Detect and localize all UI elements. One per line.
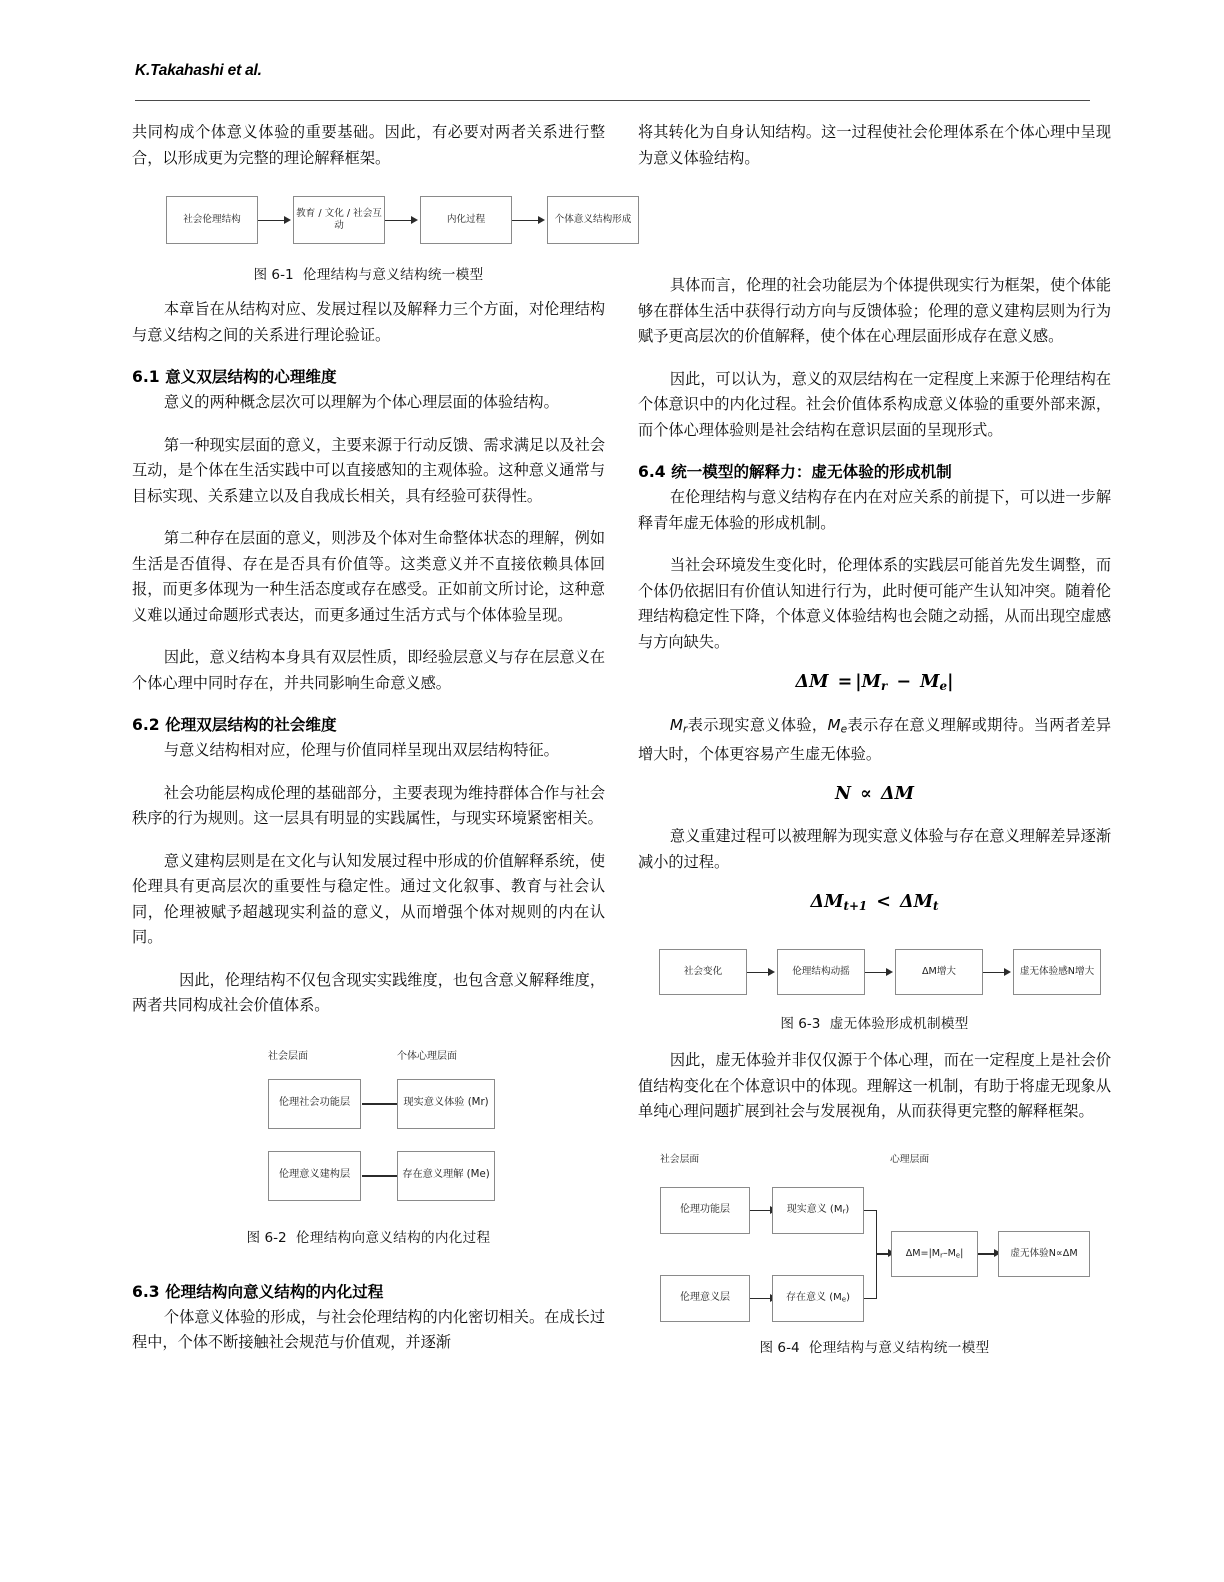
paragraph-6-1-3: 第二种存在层面的意义，则涉及个体对生命整体状态的理解，例如生活是否值得、存在是否具有价值等。这类意义并不直接依赖具体回报，而更多体现为一种生活态度或存在感受。正如前文所讨论，这种意义难以通过命题形式表达，而更多通过生活方式与个体体验呈现。 <box>132 529 605 624</box>
fig63-box-3-label: ΔM增大 <box>921 966 957 978</box>
fig63-box-4 <box>1013 949 1101 995</box>
fig63-box-2 <box>777 949 865 995</box>
fig64-label-social: 社会层面 <box>660 1153 700 1165</box>
fig63-arrow-2-head <box>886 968 893 976</box>
figure-6-3-title: 虚无体验形成机制模型 <box>829 1016 969 1033</box>
fig64-box-delta-m <box>891 1231 978 1277</box>
figure-6-2-caption <box>132 1226 605 1246</box>
formula-1-var2: M <box>920 672 940 692</box>
formula-3-rhs: ΔM <box>900 892 933 913</box>
paragraph-formula-legend <box>638 713 1111 767</box>
fig61-box-1-label: 社会伦理结构 <box>183 214 241 225</box>
legend-var-me: $M_e$ <box>827 715 848 736</box>
section-6-2-title: 伦理双层结构的社会维度 <box>165 716 337 734</box>
formula-1-var2-sub: e <box>939 678 948 693</box>
section-heading-6-2 <box>132 713 605 737</box>
legend-var-me-sub: e <box>840 722 848 736</box>
figure-6-4-caption <box>638 1336 1111 1356</box>
fig61-box-3 <box>420 196 512 244</box>
fig64-box-nihil-result <box>998 1231 1090 1277</box>
fig64-arrow-2-line <box>750 1298 772 1299</box>
formula-1-minus: − <box>896 672 912 692</box>
section-6-4-number: 6.4 <box>638 463 666 481</box>
formula-3-lhs-sub: t+1 <box>843 899 868 914</box>
header-rule <box>135 100 1090 101</box>
section-heading-6-3 <box>132 1280 605 1304</box>
paragraph-continued: 共同构成个体意义体验的重要基础。因此，有必要对两者关系进行整合，以形成更为完整的理论解释框架。 <box>132 123 605 167</box>
figure-6-4 <box>638 1147 1111 1356</box>
fig63-arrow-3-line <box>983 972 1006 974</box>
section-heading-6-4 <box>638 460 1111 484</box>
fig62-box-social-function-label: 伦理社会功能层 <box>278 1097 351 1109</box>
fig61-box-2-label: 教育 / 文化 / 社会互动 <box>296 208 382 231</box>
figure-6-1-title: 伦理结构与意义结构统一模型 <box>302 267 484 283</box>
section-6-1-title: 意义双层结构的心理维度 <box>165 368 337 386</box>
paragraph-6-2-4: 因此，伦理结构不仅包含现实实践维度，也包含意义解释维度，两者共同构成社会价值体系。 <box>132 970 605 1014</box>
figure-6-2-number: 图 6-2 <box>246 1229 287 1246</box>
fig64-box-nihil-result-label: 虚无体验N∝ΔM <box>1010 1247 1078 1259</box>
formula-delta-m <box>638 672 1111 693</box>
fig64-box-ethic-meaning-label: 伦理意义层 <box>680 1292 730 1304</box>
formula-1-var1: M <box>861 672 881 692</box>
formula-2-rhs: ΔM <box>881 784 914 805</box>
section-6-2-number: 6.2 <box>132 716 160 734</box>
paragraph-therefore: 因此，可以认为，意义的双层结构在一定程度上来源于伦理结构在个体意识中的内化过程。社会价值体系构成意义体验的重要外部来源，而个体心理体验则是社会结构在意识层面的呈现形式。 <box>638 369 1111 439</box>
fig61-arrow-2-line <box>385 220 413 222</box>
fig64-box-real-meaning <box>772 1187 864 1234</box>
paragraph-concrete: 具体而言，伦理的社会功能层为个体提供现实行为框架，使个体能够在群体生活中获得行动方向与反馈体验；伦理的意义建构层则为行为赋予更高层次的价值解释，使个体在心理层面形成存在意义感。 <box>638 276 1111 345</box>
figure-6-2-title: 伦理结构向意义结构的内化过程 <box>295 1229 491 1246</box>
fig63-box-4-label: 虚无体验感N增大 <box>1019 966 1095 978</box>
formula-3-lhs: ΔM <box>810 892 844 913</box>
formula-1-close: | <box>947 672 954 692</box>
fig61-box-2 <box>293 196 385 244</box>
fig62-box-meaning-construct-label: 伦理意义建构层 <box>278 1169 351 1181</box>
fig63-arrow-1-line <box>747 972 770 974</box>
fig62-box-social-function <box>268 1079 361 1129</box>
figure-6-2-canvas <box>132 1041 605 1219</box>
paragraph-6-4-5: 因此，虚无体验并非仅仅源于个体心理，而在一定程度上是社会价值结构变化在个体意识中的体现。理解这一机制，有助于将虚无现象从单纯心理问题扩展到社会与发展视角，从而获得更完整的解释框架。 <box>638 1051 1111 1121</box>
figure-6-4-canvas <box>638 1147 1111 1329</box>
fig61-arrow-2-head <box>411 216 418 224</box>
fig63-arrow-2-line <box>865 972 888 974</box>
figure-6-1-canvas <box>132 188 632 256</box>
fig61-arrow-1-head <box>284 216 291 224</box>
fig61-arrow-3-line <box>512 220 540 222</box>
fig62-box-meaning-construct <box>268 1151 361 1201</box>
fig62-box-exist-meaning-label: 存在意义理解 (Me) <box>402 1169 490 1181</box>
fig62-box-real-meaning <box>397 1079 495 1129</box>
legend-text-a: 表示现实意义体验， <box>687 715 828 734</box>
paragraph-6-2-2: 社会功能层构成伦理的基础部分，主要表现为维持群体合作与社会秩序的行为规则。这一层具有明显的实践属性，与现实环境紧密相关。 <box>132 783 605 827</box>
fig64-box-delta-m-label: $\Delta M=|M_r-M_e|$ <box>905 1247 964 1260</box>
fig64-box-real-meaning-label: 现实意义 $(M_r)$ <box>786 1204 850 1216</box>
fig63-arrow-3-head <box>1004 968 1011 976</box>
column-spacer <box>638 188 1111 273</box>
fig63-box-2-label: 伦理结构动摇 <box>792 966 850 978</box>
formula-n-prop-delta-m <box>638 784 1111 804</box>
paragraph-6-1-4: 因此，意义结构本身具有双层性质，即经验层意义与存在层意义在个体心理中同时存在，并共同影响生命意义感。 <box>132 648 605 692</box>
figure-6-4-title: 伦理结构与意义结构统一模型 <box>808 1339 990 1356</box>
fig64-box-exist-meaning-label: 存在意义 $(M_e)$ <box>786 1292 850 1304</box>
formula-1-var1-sub: r <box>881 678 888 693</box>
section-6-4-title: 统一模型的解释力：虚无体验的形成机制 <box>671 463 952 481</box>
section-6-3-title: 伦理结构向意义结构的内化过程 <box>165 1282 384 1301</box>
paragraph-6-1-2: 第一种现实层面的意义，主要来源于行动反馈、需求满足以及社会互动，是个体在生活实践中可以直接感知的主观体验。这种意义通常与目标实现、关系建立以及自我成长相关，具有经验可获得性。 <box>132 435 605 505</box>
paragraph-6-2-3: 意义建构层则是在文化与认知发展过程中形成的价值解释系统，使伦理具有更高层次的重要性与稳定性。通过文化叙事、教育与社会认同，伦理被赋予超越现实利益的意义，从而增强个体对规则的内在认同。 <box>132 851 605 946</box>
formula-1-lhs: ΔM <box>795 672 829 692</box>
fig64-box-exist-meaning <box>772 1275 864 1322</box>
fig62-box-exist-meaning <box>397 1151 495 1201</box>
right-column <box>638 120 1111 1370</box>
formula-1-open: | <box>855 672 862 692</box>
paragraph-6-4-3: 当两者差异增大时，个体更容易产生虚无体验。 <box>638 715 1112 763</box>
fig64-box-ethic-function <box>660 1187 750 1234</box>
formula-delta-m-decreasing <box>638 892 1111 913</box>
paragraph-6-4-4: 意义重建过程可以被理解为现实意义体验与存在意义理解差异逐渐减小的过程。 <box>638 827 1111 871</box>
figure-6-1-caption <box>132 263 605 283</box>
formula-2-lhs: N <box>835 784 852 805</box>
figure-6-3-number: 图 6-3 <box>780 1016 821 1033</box>
section-heading-6-1 <box>132 365 605 389</box>
paragraph-chapter-aim: 本章旨在从结构对应、发展过程以及解释力三个方面，对伦理结构与意义结构之间的关系进行理论验证。 <box>132 300 605 344</box>
fig63-box-3 <box>895 949 983 995</box>
figure-6-4-number: 图 6-4 <box>759 1339 800 1356</box>
left-column <box>132 120 632 1373</box>
fig61-arrow-1-line <box>258 220 286 222</box>
fig64-label-psych: 心理层面 <box>890 1153 930 1165</box>
formula-3-op: < <box>876 892 891 913</box>
legend-text-b: 表示存在意义理解或期待。 <box>847 715 1034 734</box>
legend-var-mr-sub: r <box>683 722 688 736</box>
paragraph-right-continued: 将其转化为自身认知结构。这一过程使社会伦理体系在个体心理中呈现为意义体验结构。 <box>638 123 1111 167</box>
fig64-box-ethic-function-label: 伦理功能层 <box>680 1204 730 1216</box>
fig61-box-1 <box>166 196 258 244</box>
fig61-box-4-label: 个体意义结构形成 <box>554 214 632 225</box>
paragraph-6-3-1: 个体意义体验的形成，与社会伦理结构的内化密切相关。在成长过程中，个体不断接触社会规范与价值观，并逐渐 <box>132 1307 605 1351</box>
fig62-label-psych: 个体心理层面 <box>397 1050 457 1062</box>
paragraph-6-4-2: 当社会环境发生变化时，伦理体系的实践层可能首先发生调整，而个体仍依据旧有价值认知进行行为，此时便可能产生认知冲突。随着伦理结构稳定性下降，个体意义体验结构也会随之动摇，从而出现空虚感与方向缺失。 <box>638 556 1111 651</box>
figure-6-3-caption <box>638 1012 1111 1032</box>
figure-6-3-canvas <box>638 943 1111 1005</box>
section-6-1-number: 6.1 <box>132 368 160 386</box>
paragraph-6-2-1: 与意义结构相对应，伦理与价值同样呈现出双层结构特征。 <box>163 741 559 759</box>
fig62-box-real-meaning-label: 现实意义体验 (Mr) <box>403 1097 489 1109</box>
fig63-arrow-1-head <box>768 968 775 976</box>
figure-6-3 <box>638 943 1111 1032</box>
formula-1-eq: = <box>837 672 853 692</box>
fig64-box-ethic-meaning <box>660 1275 750 1322</box>
figure-6-1-number: 图 6-1 <box>253 267 294 283</box>
running-head: K.Takahashi et al. <box>135 62 262 79</box>
figure-6-1 <box>132 188 632 283</box>
formula-2-op: ∝ <box>860 784 872 805</box>
fig61-box-3-label: 内化过程 <box>446 214 486 225</box>
fig64-arrow-1-line <box>750 1210 772 1211</box>
formula-3-rhs-sub: t <box>933 899 939 914</box>
fig63-box-1 <box>659 949 747 995</box>
fig61-box-4 <box>547 196 639 244</box>
fig63-box-1-label: 社会变化 <box>683 966 723 978</box>
paragraph-6-1-1: 意义的两种概念层次可以理解为个体心理层面的体验结构。 <box>163 393 559 411</box>
figure-6-2 <box>132 1041 605 1246</box>
legend-var-mr: $M_r$ <box>669 715 688 736</box>
section-6-3-number: 6.3 <box>132 1282 160 1301</box>
fig62-label-social: 社会层面 <box>268 1050 308 1062</box>
paragraph-6-4-1: 在伦理结构与意义结构存在内在对应关系的前提下，可以进一步解释青年虚无体验的形成机制。 <box>638 488 1111 532</box>
fig61-arrow-3-head <box>538 216 545 224</box>
